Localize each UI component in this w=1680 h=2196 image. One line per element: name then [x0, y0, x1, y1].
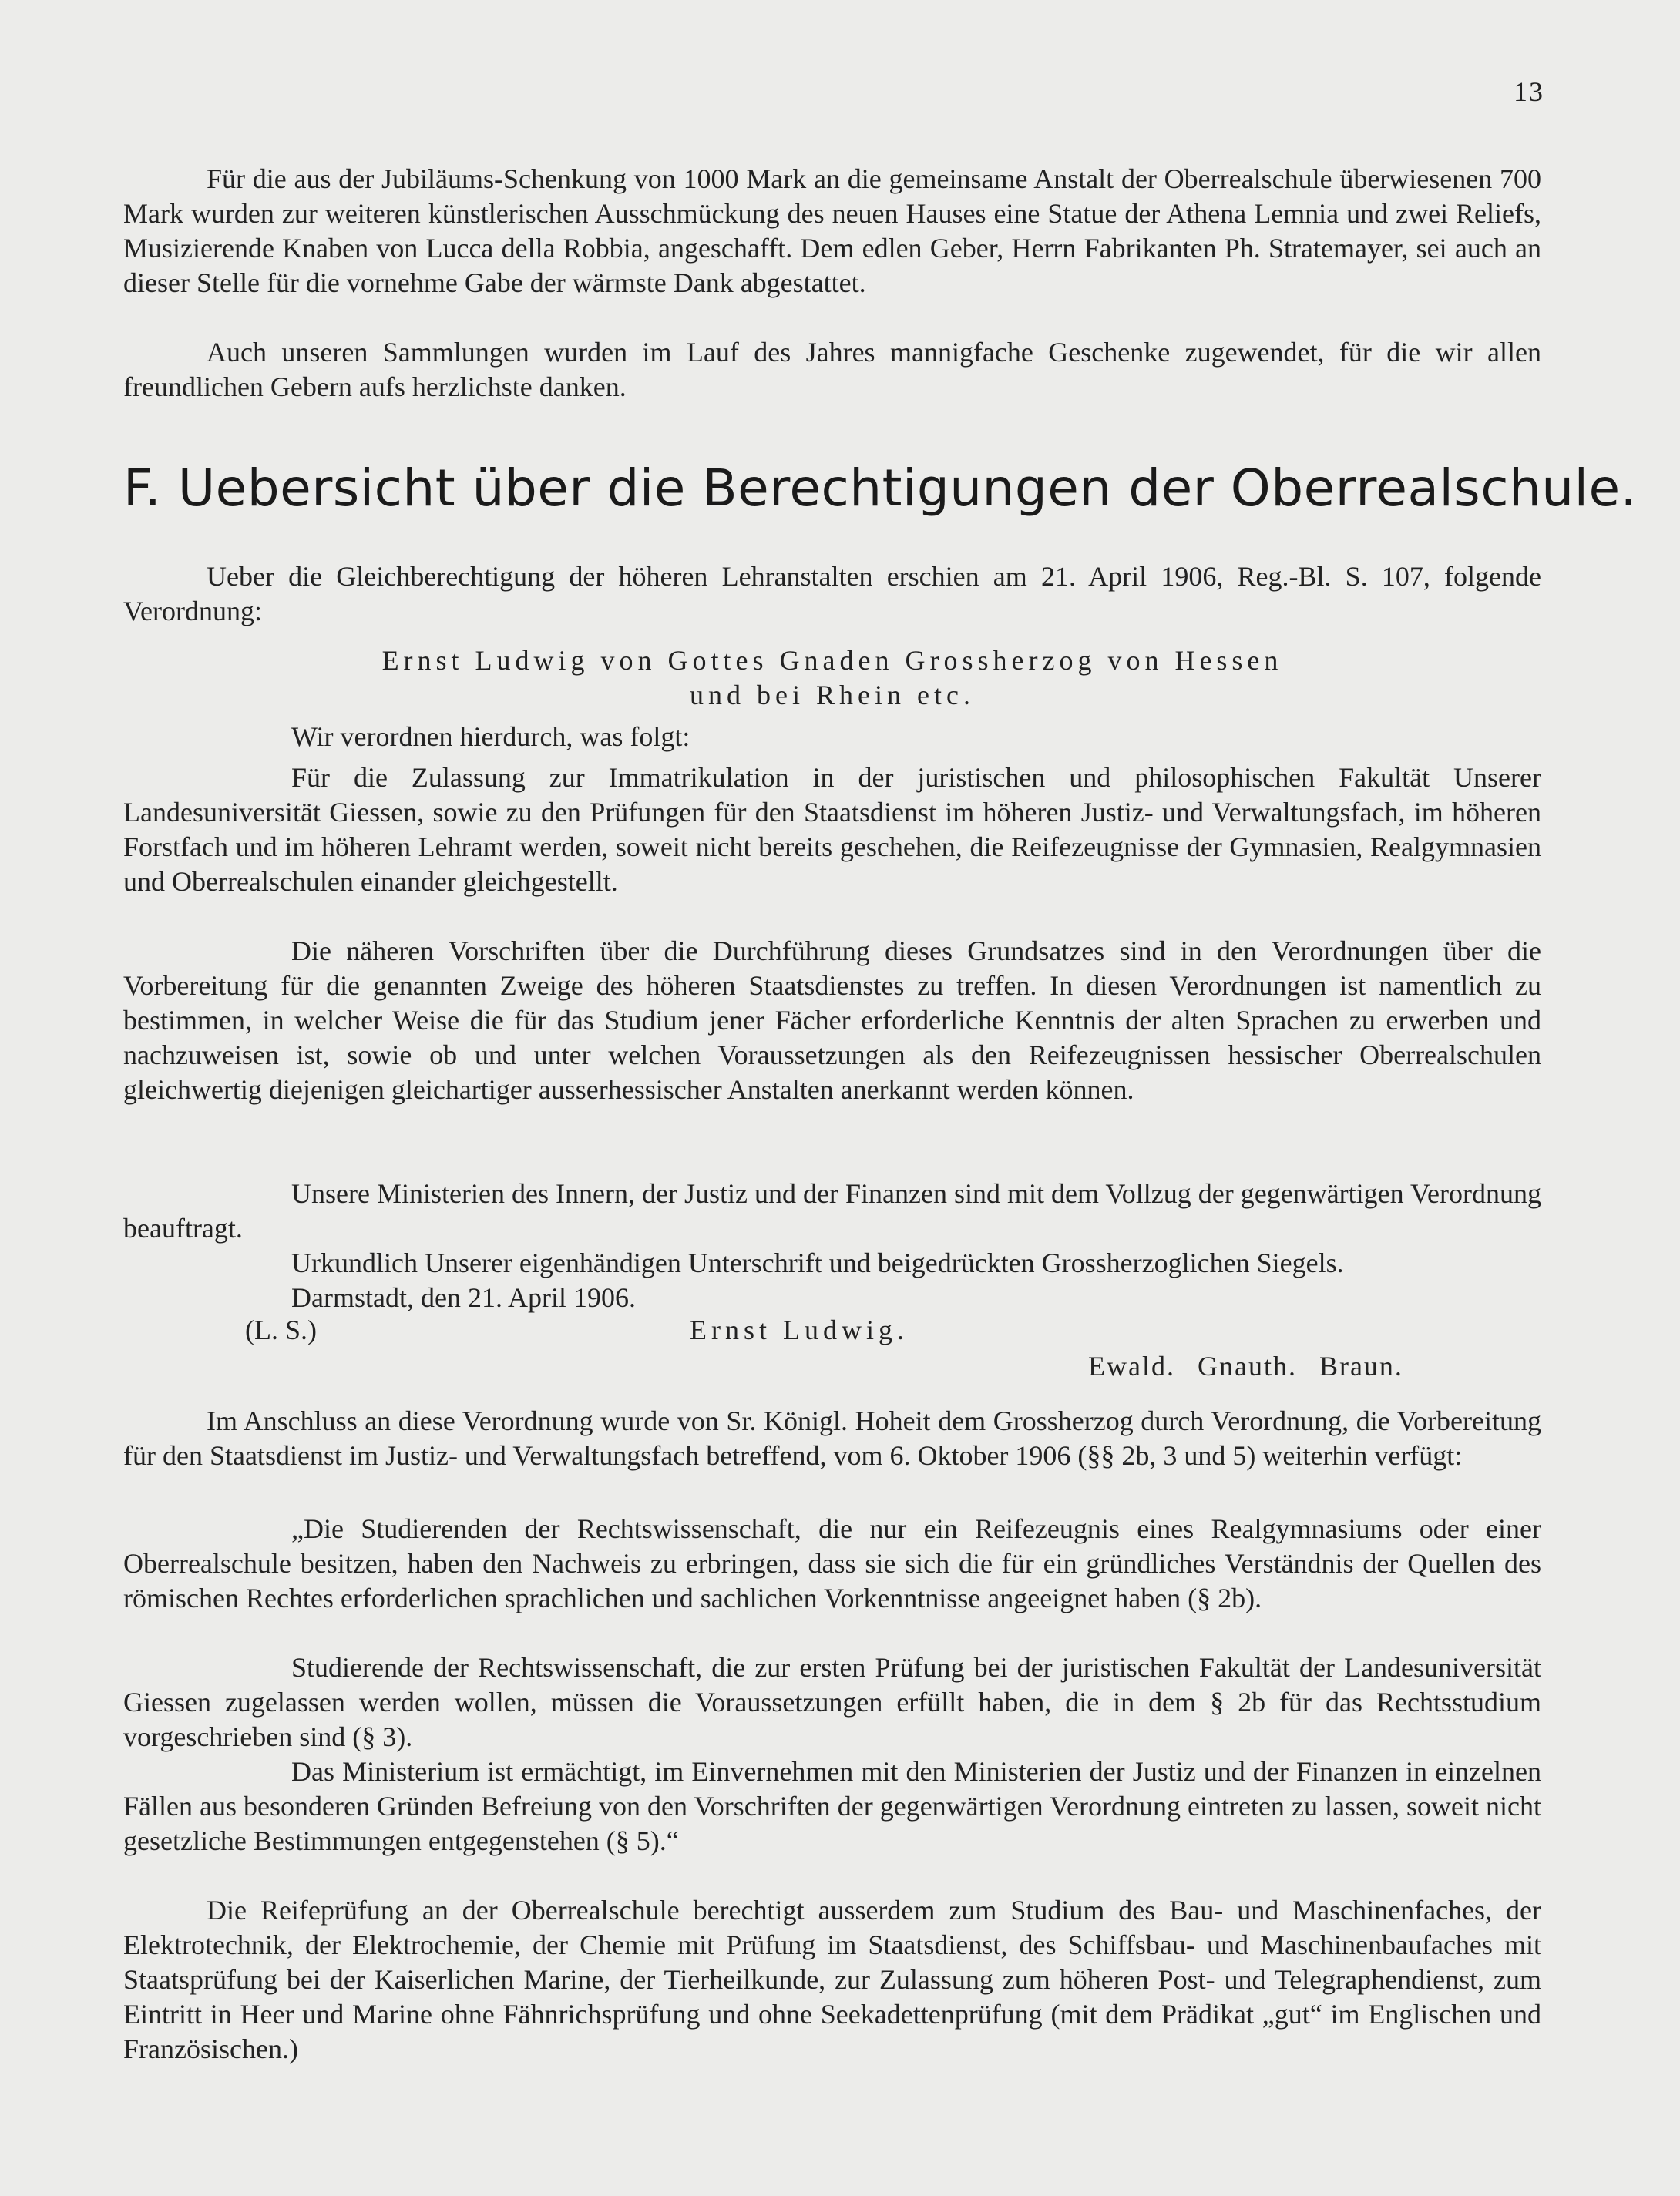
ordinance-title-line2: und bei Rhein etc. [690, 680, 975, 710]
quote-paragraph-3: Das Ministerium ist ermächtigt, im Einvernehmen mit den Ministerien der Justiz und der Finanzen in einzelnen Fällen aus besonderen Gründen Befreiung von den Vorschriften der gegenwärtigen Verordnung eintreten zu lassen, soweit nicht gesetzliche Bestimmungen entgegenstehen (§ 5).“ [123, 1756, 1541, 1856]
paragraph-collections: Auch unseren Sammlungen wurden im Lauf des Jahres mannigfache Geschenke zugewendet, für die wir allen freundlichen Gebern aufs herzlichste danken. [123, 337, 1541, 402]
minister-signatures: Ewald. Gnauth. Braun. [1088, 1351, 1403, 1382]
seal-mark: (L. S.) [245, 1315, 317, 1345]
addendum-intro: Im Anschluss an diese Verordnung wurde von Sr. Königl. Hoheit dem Grossherzog durch Verordnung, die Vorbereitung für den Staatsdienst im Justiz- und Verwaltungsfach betreffend, vom 6. Oktober 1906 (§§ 2b, 3 und 5) weiterhin verfügt: [123, 1405, 1541, 1471]
section-heading: F. Uebersicht über die Berechtigungen der Oberrealschule. [123, 458, 1638, 518]
ordinance-intro: Ueber die Gleichberechtigung der höheren Lehranstalten erschien am 21. April 1906, Reg.-Bl. S. 107, folgende Verordnung: [123, 561, 1541, 626]
signature-name: Ernst Ludwig. [690, 1315, 909, 1345]
page-number: 13 [1514, 76, 1544, 107]
quote-paragraph-2: Studierende der Rechtswissenschaft, die zur ersten Prüfung bei der juristischen Fakultät der Landesuniversität Giessen zugelassen werden wollen, müssen die Voraussetzungen erfüllt haben, die in dem § 2b für das Rechtsstudium vorgeschrieben sind (§ 3). [123, 1652, 1541, 1752]
final-paragraph: Die Reifeprüfung an der Oberrealschule berechtigt ausserdem zum Studium des Bau- und Maschinenfaches, der Elektrotechnik, der Elektrochemie, der Chemie mit Prüfung im Staatsdienst, des Schiffsbau- und Maschinenbaufaches mit Staatsprüfung bei der Kaiserlichen Marine, der Tierheilkunde, zur Zulassung zum höheren Post- und Telegraphendienst, zum Eintritt in Heer und Marine ohne Fähnrichsprüfung und ohne Seekadettenprüfung (mit dem Prädikat „gut“ im Englischen und Französischen.) [123, 1895, 1541, 2064]
quote-paragraph-1: „Die Studierenden der Rechtswissenschaft, die nur ein Reifezeugnis eines Realgymnasiums oder einer Oberrealschule besitzen, haben den Nachweis zu erbringen, dass sie sich die für ein gründliches Verständnis der Quellen des römischen Rechtes erforderlichen sprachlichen und sachlichen Vorkenntnisse angeeignet haben (§ 2b). [123, 1513, 1541, 1613]
ordinance-paragraph-2: Die näheren Vorschriften über die Durchführung dieses Grundsatzes sind in den Verordnungen über die Vorbereitung für die genannten Zweige des höheren Staatsdienstes zu treffen. In diesen Verordnungen ist namentlich zu bestimmen, in welcher Weise die für das Studium jener Fächer erforderliche Kenntnis der alten Sprachen zu erwerben und nachzuweisen ist, sowie ob und unter welchen Voraussetzungen als den Reifezeugnissen hessischer Oberrealschulen gleichwertig diejenigen gleichartiger ausserhessischer Anstalten anerkannt werden können. [123, 935, 1541, 1105]
ordinance-title-line1: Ernst Ludwig von Gottes Gnaden Grossherzog von Hessen [381, 645, 1283, 676]
ordinance-decree: Wir verordnen hierdurch, was folgt: [291, 721, 690, 752]
ordinance-paragraph-1: Für die Zulassung zur Immatrikulation in der juristischen und philosophischen Fakultät Unserer Landesuniversität Giessen, sowie zu den Prüfungen für den Staatsdienst im höheren Justiz- und Verwaltungsfach, im höheren Forstfach und im höheren Lehramt werden, soweit nicht bereits geschehen, die Reifezeugnisse der Gymnasien, Realgymnasien und Oberrealschulen einander gleichgestellt. [123, 762, 1541, 897]
ordinance-paragraph-4: Urkundlich Unserer eigenhändigen Unterschrift und beigedrückten Grossherzoglichen Siegels. [291, 1247, 1344, 1278]
ordinance-paragraph-3: Unsere Ministerien des Innern, der Justiz und der Finanzen sind mit dem Vollzug der gegenwärtigen Verordnung beauftragt. [123, 1178, 1541, 1244]
paragraph-donation: Für die aus der Jubiläums-Schenkung von 1000 Mark an die gemeinsame Anstalt der Oberrealschule überwiesenen 700 Mark wurden zur weiteren künstlerischen Ausschmückung des neuen Hauses eine Statue der Athena Lemnia und zwei Reliefs, Musizierende Knaben von Lucca della Robbia, angeschafft. Dem edlen Geber, Herrn Fabrikanten Ph. Stratemayer, sei auch an dieser Stelle für die vornehme Gabe der wärmste Dank abgestattet. [123, 163, 1541, 298]
place-date: Darmstadt, den 21. April 1906. [291, 1282, 636, 1313]
